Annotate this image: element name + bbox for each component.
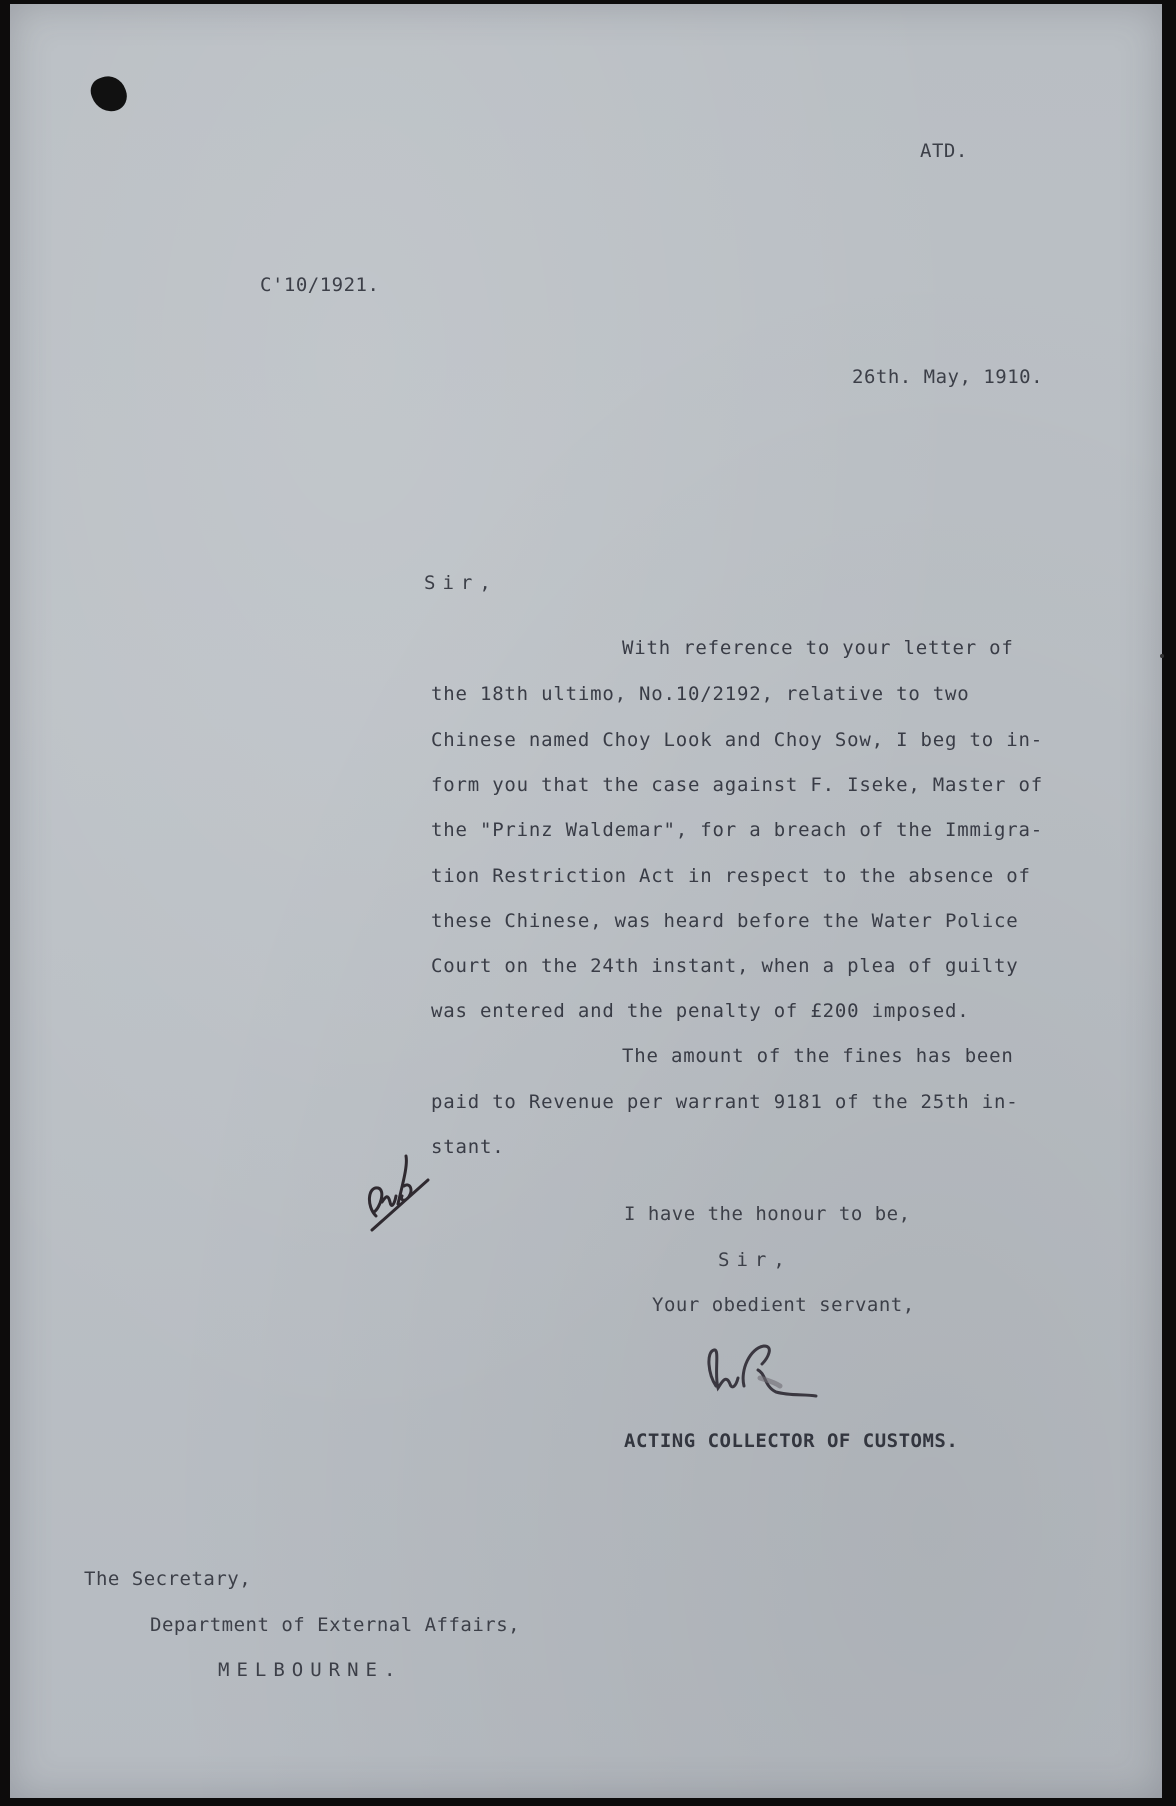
body-line: these Chinese, was heard before the Water Police	[431, 910, 1019, 932]
letter-page	[10, 4, 1162, 1798]
reference-top-right: ATD.	[920, 140, 968, 162]
addressee-line-2: Department of External Affairs,	[150, 1614, 521, 1636]
body-line: Chinese named Choy Look and Choy Sow, I beg to in-	[431, 729, 1043, 751]
body-line: Court on the 24th instant, when a plea of guilty	[431, 955, 1019, 977]
salutation: Sir,	[424, 572, 498, 594]
signatory-title: ACTING COLLECTOR OF CUSTOMS.	[624, 1430, 959, 1452]
body-line: With reference to your letter of	[622, 637, 1014, 659]
handwritten-initials	[358, 1146, 438, 1236]
addressee-line-3: MELBOURNE.	[218, 1659, 403, 1681]
handwritten-signature	[700, 1334, 830, 1409]
body-line: tion Restriction Act in respect to the absence of	[431, 865, 1031, 887]
body-line: stant.	[431, 1136, 505, 1158]
body-line: was entered and the penalty of £200 imposed.	[431, 1000, 970, 1022]
file-number: C'10/1921.	[260, 274, 380, 296]
body-line: The amount of the fines has been	[622, 1045, 1014, 1067]
closing-line-2: Sir,	[718, 1249, 792, 1271]
body-line: paid to Revenue per warrant 9181 of the 25th in-	[431, 1091, 1019, 1113]
body-line: form you that the case against F. Iseke, Master of	[431, 774, 1043, 796]
letter-date: 26th. May, 1910.	[852, 366, 1044, 388]
closing-line-1: I have the honour to be,	[624, 1203, 911, 1225]
edge-mark	[1160, 654, 1164, 658]
body-line: the 18th ultimo, No.10/2192, relative to two	[431, 683, 970, 705]
body-line: the "Prinz Waldemar", for a breach of the Immigra-	[431, 819, 1043, 841]
closing-line-3: Your obedient servant,	[652, 1294, 915, 1316]
addressee-line-1: The Secretary,	[84, 1568, 252, 1590]
punch-hole	[87, 71, 131, 116]
